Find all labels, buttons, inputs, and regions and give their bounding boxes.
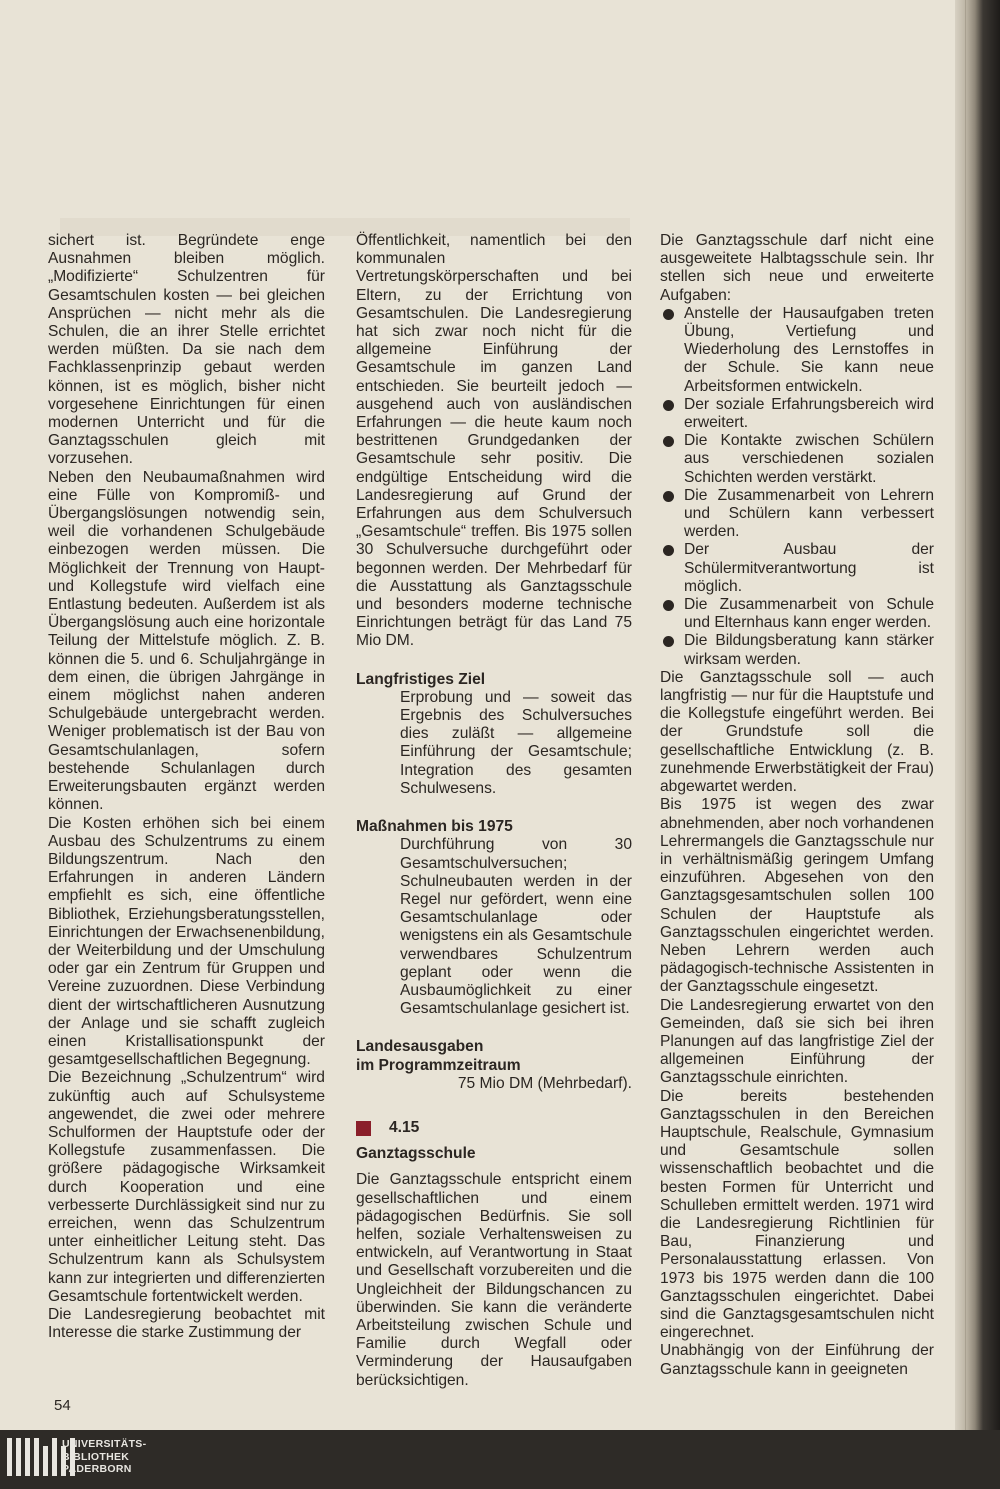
paragraph: Die Kosten erhöhen sich bei einem Ausbau des Schulzentrums zu einem Bildungszentrum. Nach den Erfahrungen in anderen Ländern empfiehlt es sich, eine öffentliche Bibliothek, Erziehungsberatungsstellen, Einrichtungen der Erwachsenenbildung, der Weiterbildung und der Umschulung oder gar ein Zentrum für Gruppen und Vereine zuzuordnen. Diese Verbindung dient der wirtschaftlicheren Ausnutzung der Anlage und sie schafft zugleich einen Kristallisationspunkt der gesamtgesellschaftlichen Begegnung. — [48, 814, 325, 1069]
list-item: Der soziale Erfahrungsbereich wird erweitert. — [660, 396, 934, 432]
bullet-icon — [663, 636, 674, 647]
paragraph: Die Ganztagsschule soll — auch langfristig — nur für die Hauptstufe und die Kollegstufe eingeführt werden. Bei der Grundstufe soll die gesellschaftliche Entwicklung (z. B. zunehmende Erwerbstätigkeit der Frau) abgewartet werden. — [660, 668, 934, 796]
paragraph: Die Bezeichnung „Schulzentrum“ wird zukünftig auch auf Schulsysteme angewendet, die zwei oder mehrere Schulformen der Hauptstufe oder der Kollegstufe zusammenfassen. Die größere pädagogische Wirksamkeit durch Kooperation und eine verbesserte Durchlässigkeit sind nur zu erreichen, wenn das Schulzentrum unter einheitlicher Leitung steht. Das Schulzentrum kann als Schulsystem kann zur integrierten und differenzierten Gesamtschule fortentwickelt werden. — [48, 1069, 325, 1305]
text-column-1 — [48, 232, 325, 1342]
indented-text: Erprobung und — soweit das Ergebnis des Schulversuches dies zuläßt — allgemeine Einführung der Gesamtschule; Integration des gesamten Schulwesens. — [400, 688, 632, 797]
logo-line: PADERBORN — [62, 1463, 132, 1475]
list-item: Die Zusammenarbeit von Lehrern und Schülern kann verbessert werden. — [660, 487, 934, 542]
subheading-landesausgaben-1: Landesausgaben — [356, 1038, 484, 1056]
paragraph: Öffentlichkeit, namentlich bei den kommunalen Vertretungskörperschaften und bei Eltern, zu der Errichtung von Gesamtschulen. Die Landesregierung hat sich zwar noch nicht für die allgemeine Einführung der Gesamtschule im ganzen Land entschieden. Sie beurteilt jedoch — ausgehend auch von ausländischen Erfahrungen — die heute kaum noch bestrittenen Grundgedanken der Gesamtschule sehr positiv. Die endgültige Entscheidung wird die Landesregierung auf Grund der Erfahrungen aus dem Schulversuch „Gesamtschule“ treffen. Bis 1975 sollen 30 Schulversuche durchgeführt oder begonnen werden. Der Mehrbedarf für die Ausstattung als Ganztagsschule und besonders moderne technische Einrichtungen beträgt für das Land 75 Mio DM. — [356, 232, 632, 650]
logo-line: UNIVERSITÄTS- — [62, 1438, 147, 1450]
list-item: Die Kontakte zwischen Schülern aus verschiedenen sozialen Schichten werden verstärkt. — [660, 432, 934, 487]
paragraph: Die bereits bestehenden Ganztagsschulen in den Bereichen Hauptschule, Realschule, Gymnasium und Gesamtschule sollen wissenschaftlich beobachtet und die besten Formen für Unterricht und Schulleben ermittelt werden. 1971 wird die Landesregierung Richtlinien für Bau, Finanzierung und Personalausstattung erlassen. Von 1973 bis 1975 werden dann die 100 Ganztagsschulen eingerichtet. Dabei sind die Ganztagsgesamtschulen nicht eingerechnet. — [660, 1087, 934, 1342]
paragraph: Neben den Neubaumaßnahmen wird eine Fülle von Kompromiß- und Übergangslösungen notwendig sein, weil die vorhandenen Schulgebäude einbezogen werden müssen. Die Möglichkeit der Trennung von Haupt- und Kollegstufe wird vielfach eine Entlastung bedeuten. Außerdem ist als Übergangslösung auch eine horizontale Teilung der Mittelstufe möglich. Z. B. können die 5. und 6. Schuljahrgänge in dem einen, die übrigen Jahrgänge in einem möglichst nahen anderen Schulgebäude untergebracht werden. Weniger problematisch ist der Bau von Gesamtschulanlagen, sofern bestehende Schulanlagen durch Erweiterungsbauten ergänzt werden können. — [48, 468, 325, 814]
subheading-landesausgaben-2: im Programmzeitraum — [356, 1056, 521, 1074]
bullet-icon — [663, 491, 674, 502]
paragraph: Die Landesregierung erwartet von den Gemeinden, daß sie sich bei ihren Planungen auf das langfristige Ziel der allgemeinen Einführung der Ganztagsschule einrichten. — [660, 996, 934, 1087]
section-marker-icon — [356, 1121, 371, 1136]
bullet-icon — [663, 400, 674, 411]
subheading-massnahmen: Maßnahmen bis 1975 — [356, 818, 513, 836]
subheading-langfristiges-ziel: Langfristiges Ziel — [356, 670, 486, 688]
list-item: Anstelle der Hausaufgaben treten Übung, Vertiefung und Wiederholung des Lernstoffes in der Schule. Sie kann neue Arbeitsformen entwickeln. — [660, 305, 934, 396]
section-title: Ganztagsschule — [356, 1145, 476, 1163]
list-item: Die Bildungsberatung kann stärker wirksam werden. — [660, 632, 934, 668]
indented-text: Durchführung von 30 Gesamtschulversuchen; Schulneubauten werden in der Regel nur gefördert, wenn eine Gesamtschulanlage oder wenigstens ein als Gesamtschule verwendbares Schulzentrum geplant oder wenn die Ausbaumöglichkeit zu einer Gesamtschulanlage gesichert ist. — [400, 836, 632, 1018]
bullet-icon — [663, 309, 674, 320]
text-column-2 — [356, 232, 632, 1390]
paragraph: Unabhängig von der Einführung der Ganztagsschule kann in geeigneten — [660, 1342, 934, 1378]
paragraph: Bis 1975 ist wegen des zwar abnehmenden, aber noch vorhandenen Lehrermangels die Ganztagsschule nur in verhältnismäßig geringem Umfang einzuführen. Abgesehen von den Ganztagsgesamtschulen sollen 100 Schulen der Hauptstufe als Ganztagsschulen eingerichtet werden. Neben Lehrern werden auch pädagogisch-technische Assistenten in der Ganztagsschule eingesetzt. — [660, 796, 934, 996]
section-number: 4.15 — [389, 1118, 420, 1136]
bullet-icon — [663, 436, 674, 447]
text-column-3 — [660, 232, 934, 1379]
library-logo-text — [62, 1438, 146, 1476]
section-header — [356, 1119, 632, 1137]
logo-line: BIBLIOTHEK — [62, 1450, 130, 1463]
page-number: 54 — [54, 1397, 71, 1414]
paragraph: Die Landesregierung beobachtet mit Interesse die starke Zustimmung der — [48, 1305, 325, 1342]
bleed-through-chapter-number — [155, 40, 385, 210]
bullet-icon — [663, 600, 674, 611]
ausgaben-value: 75 Mio DM (Mehrbedarf). — [457, 1074, 632, 1092]
list-item: Der Ausbau der Schülermitverantwortung ist möglich. — [660, 541, 934, 596]
list-item: Die Zusammenarbeit von Schule und Elternhaus kann enger werden. — [660, 596, 934, 632]
library-footer — [0, 1430, 1000, 1489]
paragraph: Die Ganztagsschule entspricht einem gesellschaftlichen und einem pädagogischen Bedürfnis. Sie soll helfen, soziale Verhaltensweisen zu entwickeln, auf Verantwortung in Staat und Gesellschaft vorzubereiten und die Ungleichheit der Bildungschancen zu überwinden. Sie kann die veränderte Arbeitsteilung zwischen Schule und Familie durch Wegfall oder Verminderung der Hausaufgaben berücksichtigen. — [356, 1171, 632, 1389]
bullet-list — [660, 305, 934, 669]
book-spine — [955, 0, 1000, 1430]
paragraph: Die Ganztagsschule darf nicht eine ausgeweitete Halbtagsschule sein. Ihr stellen sich neue und erweiterte Aufgaben: — [660, 232, 934, 304]
paragraph: sichert ist. Begründete enge Ausnahmen bleiben möglich. „Modifizierte“ Schulzentren für Gesamtschulen kosten — bei gleichen Ansprüchen — nicht mehr als die Schulen, die an ihrer Stelle errichtet werden müßten. Da sie nach dem Fachklassenprinzip gebaut werden können, ist es möglich, bisher nicht vorgesehene Einrichtungen für einen modernen Unterricht und für die Ganztagsschulen gleich mit vorzusehen. — [48, 232, 325, 468]
spine-edge — [965, 0, 966, 1430]
bullet-icon — [663, 545, 674, 556]
